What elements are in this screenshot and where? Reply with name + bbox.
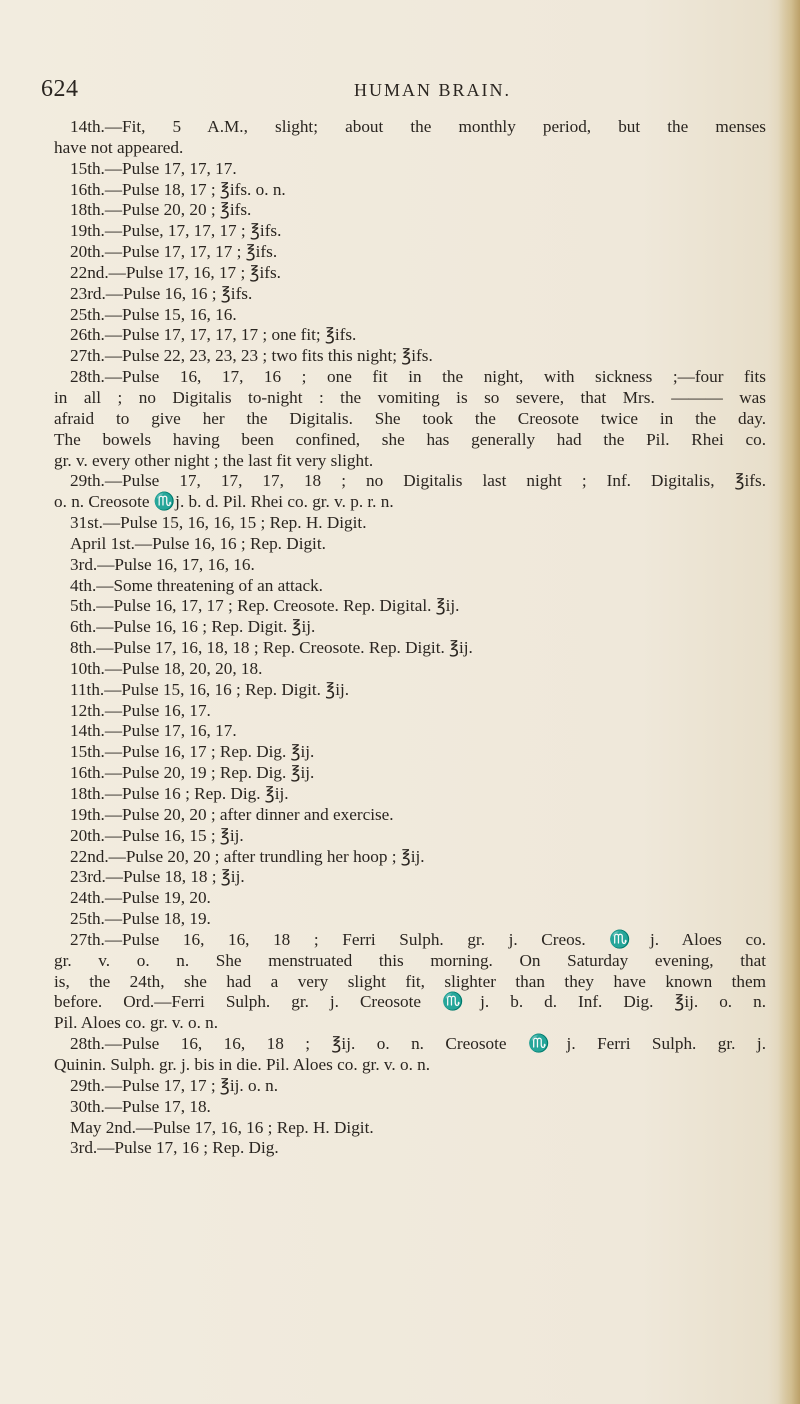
- text-line: gr. v. every other night ; the last fit very slight.: [54, 450, 374, 470]
- text-line: 3rd.—Pulse 17, 16 ; Rep. Dig.: [70, 1138, 279, 1158]
- text-line: May 2nd.—Pulse 17, 16, 16 ; Rep. H. Digit.: [70, 1117, 374, 1137]
- text-line: 27th.—Pulse 16, 16, 18 ; Ferri Sulph. gr. j. Creos. ♏j. Aloes co.: [70, 929, 766, 949]
- text-line: o. n. Creosote ♏j. b. d. Pil. Rhei co. gr. v. p. r. n.: [54, 492, 394, 512]
- text-line: have not appeared.: [54, 137, 184, 157]
- text-line: 19th.—Pulse 20, 20 ; after dinner and exercise.: [70, 804, 394, 824]
- text-line: 18th.—Pulse 20, 20 ; ℥ifs.: [70, 200, 252, 220]
- case-notes-text: [54, 117, 766, 1159]
- text-line: 23rd.—Pulse 16, 16 ; ℥ifs.: [70, 283, 253, 303]
- text-line: 18th.—Pulse 16 ; Rep. Dig. ℥ij.: [70, 784, 289, 803]
- running-head: HUMAN BRAIN.: [354, 80, 512, 100]
- text-line: 25th.—Pulse 15, 16, 16.: [70, 304, 237, 324]
- text-line: gr. v. o. n. She menstruated this morning. On Saturday evening, that: [54, 950, 766, 970]
- text-line: 28th.—Pulse 16, 17, 16 ; one fit in the night, with sickness ;—four fits: [70, 367, 766, 387]
- text-line: in all ; no Digitalis to-night : the vomiting is so severe, that Mrs. ——— was: [54, 387, 766, 407]
- text-line: 16th.—Pulse 18, 17 ; ℥ifs. o. n.: [70, 179, 286, 199]
- text-line: 5th.—Pulse 16, 17, 17 ; Rep. Creosote. Rep. Digital. ℥ij.: [70, 596, 460, 616]
- text-line: 30th.—Pulse 17, 18.: [70, 1096, 211, 1116]
- text-line: 14th.—Pulse 17, 16, 17.: [70, 721, 237, 741]
- text-line: 22nd.—Pulse 20, 20 ; after trundling her hoop ; ℥ij.: [70, 846, 425, 866]
- page-header: [41, 76, 761, 106]
- text-line: before. Ord.—Ferri Sulph. gr. j. Creosote ♏j. b. d. Inf. Dig. ℥ij. o. n.: [54, 992, 766, 1012]
- text-line: 16th.—Pulse 20, 19 ; Rep. Dig. ℥ij.: [70, 763, 315, 783]
- text-line: 27th.—Pulse 22, 23, 23, 23 ; two fits this night; ℥ifs.: [70, 346, 433, 366]
- text-line: Pil. Aloes co. gr. v. o. n.: [54, 1013, 219, 1033]
- text-line: 14th.—Fit, 5 A.M., slight; about the monthly period, but the menses: [70, 117, 766, 136]
- text-line: 26th.—Pulse 17, 17, 17, 17 ; one fit; ℥ifs.: [70, 325, 357, 345]
- text-line: April 1st.—Pulse 16, 16 ; Rep. Digit.: [70, 533, 326, 553]
- text-line: 12th.—Pulse 16, 17.: [70, 700, 211, 720]
- text-line: 29th.—Pulse 17, 17, 17, 18 ; no Digitalis last night ; Inf. Digitalis, ℥ifs.: [70, 471, 766, 491]
- text-line: 15th.—Pulse 16, 17 ; Rep. Dig. ℥ij.: [70, 742, 315, 762]
- text-line: 8th.—Pulse 17, 16, 18, 18 ; Rep. Creosote. Rep. Digit. ℥ij.: [70, 638, 473, 658]
- text-line: 20th.—Pulse 16, 15 ; ℥ij.: [70, 825, 244, 845]
- page-number: 624: [41, 76, 79, 102]
- text-line: 28th.—Pulse 16, 16, 18 ; ℥ij. o. n. Creosote ♏j. Ferri Sulph. gr. j.: [70, 1034, 766, 1054]
- text-line: 29th.—Pulse 17, 17 ; ℥ij. o. n.: [70, 1075, 279, 1095]
- text-line: 23rd.—Pulse 18, 18 ; ℥ij.: [70, 867, 245, 887]
- text-line: 15th.—Pulse 17, 17, 17.: [70, 158, 237, 178]
- text-line: Quinin. Sulph. gr. j. bis in die. Pil. Aloes co. gr. v. o. n.: [54, 1054, 431, 1074]
- text-line: 11th.—Pulse 15, 16, 16 ; Rep. Digit. ℥ij.: [70, 679, 350, 699]
- text-line: 24th.—Pulse 19, 20.: [70, 888, 211, 908]
- text-line: The bowels having been confined, she has generally had the Pil. Rhei co.: [54, 429, 766, 449]
- text-line: 4th.—Some threatening of an attack.: [70, 575, 323, 595]
- page-edge-shadow: [778, 0, 800, 1404]
- text-line: 22nd.—Pulse 17, 16, 17 ; ℥ifs.: [70, 262, 281, 282]
- text-line: 31st.—Pulse 15, 16, 16, 15 ; Rep. H. Digit.: [70, 513, 367, 533]
- text-line: 3rd.—Pulse 16, 17, 16, 16.: [70, 554, 255, 574]
- text-line: is, the 24th, she had a very slight fit, slighter than they have known them: [54, 971, 766, 991]
- text-line: 10th.—Pulse 18, 20, 20, 18.: [70, 658, 263, 678]
- text-line: 19th.—Pulse, 17, 17, 17 ; ℥ifs.: [70, 221, 282, 241]
- text-line: 25th.—Pulse 18, 19.: [70, 909, 211, 929]
- text-line: afraid to give her the Digitalis. She took the Creosote twice in the day.: [54, 408, 766, 428]
- text-line: 6th.—Pulse 16, 16 ; Rep. Digit. ℥ij.: [70, 617, 316, 637]
- text-line: 20th.—Pulse 17, 17, 17 ; ℥ifs.: [70, 242, 278, 262]
